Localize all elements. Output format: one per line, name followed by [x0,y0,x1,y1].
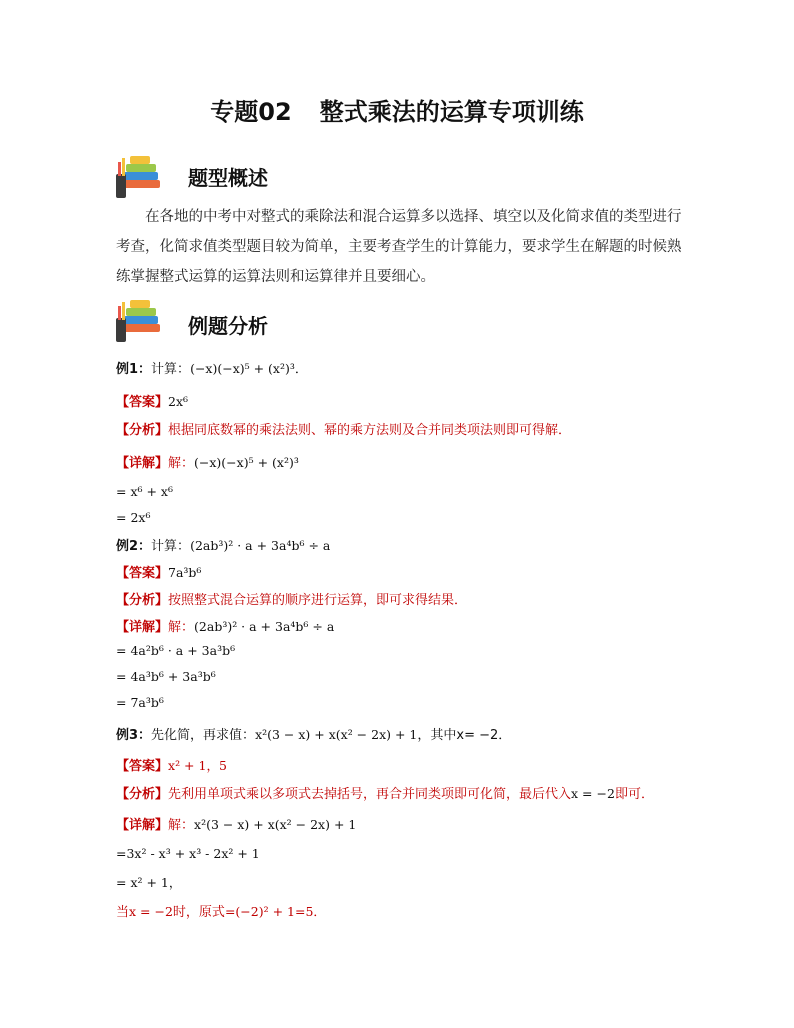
ex2-answer-value: 7a³b⁶ [168,565,202,580]
ex1-step: = 2x⁶ [116,510,151,525]
ex3-final [116,901,326,920]
ex3-label: 例3： [116,728,152,743]
ex1-question: 例1：计算：(−x)(−x)⁵ + (x²)³． [116,361,308,377]
ex3-analysis-tail: 即可． [614,787,654,802]
analysis-label: 【分析】 [116,593,169,608]
ex3-expr: x²(3 − x) + x(x² − 2x) + 1 [255,727,418,742]
ex1-step: = x⁶ + x⁶ [116,484,173,499]
ex3-analysis-text: 先利用单项式乘以多项式去掉括号，再合并同类项即可化简，最后代入 [168,787,572,802]
detail-label: 【详解】 [116,620,169,635]
ex1-prompt: 计算： [151,362,191,377]
ex3-question [116,724,511,743]
ex2-label: 例2： [116,539,152,554]
ex1-detail [116,452,299,471]
ex3-step: =3x² - x³ + x³ - 2x² + 1 [116,846,260,861]
title-part2: 整式乘法的运算专项训练 [319,98,584,126]
books-pencil-icon [114,294,166,346]
section-title-examples: 例题分析 [188,314,268,338]
ex2-analysis [116,589,467,608]
ex3-analysis [116,783,654,802]
analysis-label: 【分析】 [116,787,169,802]
answer-label: 【答案】 [116,395,169,410]
ex1-answer-value: 2x⁶ [168,394,189,409]
ex1-detail-expr: (−x)(−x)⁵ + (x²)³ [194,455,299,470]
analysis-label: 【分析】 [116,423,169,438]
ex1-analysis-text: 根据同底数幂的乘法法则、幂的乘方法则及合并同类项法则即可得解． [168,423,572,438]
ex3-detail-expr: x²(3 − x) + x(x² − 2x) + 1 [194,817,357,832]
ex3-condition: ，其中x= −2． [417,728,512,743]
ex2-question [116,535,330,554]
ex1-analysis [116,419,571,438]
ex1-answer [116,391,188,410]
ex3-step: = x² + 1， [116,875,182,890]
detail-label: 【详解】 [116,456,169,471]
ex3-detail [116,814,356,833]
ex3-final-expr: =(−2)² + 1=5． [224,904,326,919]
ex3-final-x: x = −2 [129,904,173,919]
title-part1: 专题02 [210,98,292,126]
ex2-detail [116,616,334,635]
solve-label: 解： [168,620,195,635]
ex3-final-pre: 当 [116,905,130,920]
overview-paragraph: 在各地的中考中对整式的乘除法和混合运算多以选择、填空以及化简求值的类型进行考查，化简求值类型题目较为简单，主要考查学生的计算能力，要求学生在解题的时候熟练掌握整式运算的运算法则和运算律并且要细心。 [116,209,682,285]
ex2-expr: (2ab³)² · a + 3a⁴b⁶ ÷ a [190,538,331,553]
ex2-answer [116,562,201,581]
ex3-analysis-x: x = −2 [571,786,615,801]
ex3-final-mid: 时，原式 [172,905,225,920]
ex3-prompt: 先化简，再求值： [151,728,256,743]
ex1-label: 例1： [116,362,152,377]
ex3-answer [116,755,227,774]
section-title-overview: 题型概述 [188,166,268,190]
ex2-step: = 7a³b⁶ [116,695,164,710]
page-title [0,92,794,127]
detail-label: 【详解】 [116,818,169,833]
ex2-detail-expr: (2ab³)² · a + 3a⁴b⁶ ÷ a [194,619,335,634]
ex1-expr: (−x)(−x)⁵ + (x²)³ [190,361,295,376]
answer-label: 【答案】 [116,566,169,581]
ex2-analysis-text: 按照整式混合运算的顺序进行运算，即可求得结果． [168,593,468,608]
books-pencil-icon [114,150,166,202]
solve-label: 解： [168,456,195,471]
ex2-step: = 4a²b⁶ · a + 3a³b⁶ [116,643,236,658]
ex2-prompt: 计算： [151,539,191,554]
answer-label: 【答案】 [116,759,169,774]
ex3-answer-value: x² + 1，5 [168,758,227,773]
solve-label: 解： [168,818,195,833]
ex2-step: = 4a³b⁶ + 3a³b⁶ [116,669,216,684]
